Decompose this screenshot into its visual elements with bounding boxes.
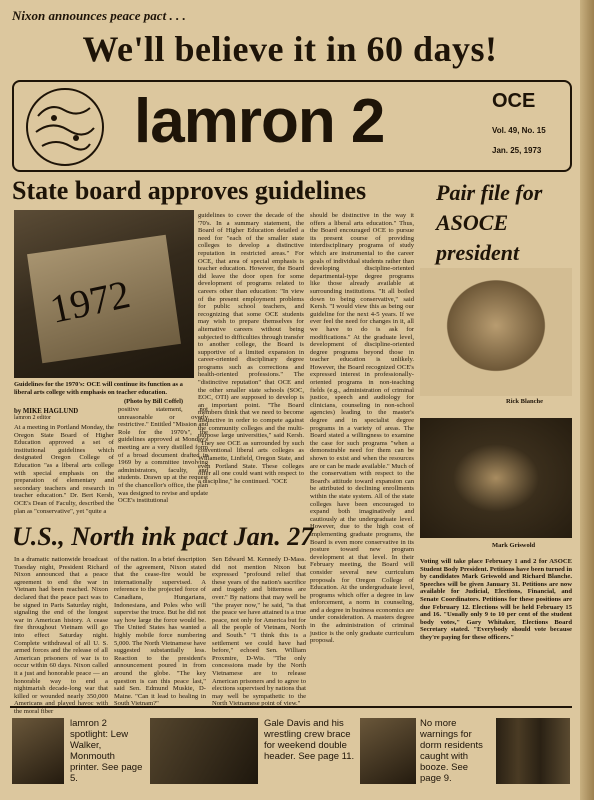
kicker: Nixon announces peace pact . . . (12, 8, 186, 23)
story1-column-1: At a meeting in Portland Monday, the Oregon State Board of Higher Education approved a set of institutional guidelines which designated Oregon College of Education "as a liberal arts college with special emphasis on the preparation of elementary and secondary teachers and research in teacher education." Dr. Bert Kersh, OCE's Dean of Faculty, described the plan as "conservative", yet "quite a (14, 424, 114, 515)
story1-column-2: positive statement, not unreasonable or overly restrictive." Entitled "Mission and Role for the 1970's", the guidelines approved at Monday's meeting are a very distilled form of a broad document drafted in 1969 by a committee involving administrators, faculty, and students. Drawn up at the request of the chancellor's office, the plan was designed to revise and update OCE's institutional (118, 406, 208, 505)
photo-sign-text: 1972 (46, 271, 134, 332)
story2-headline: U.S., North ink pact Jan. 27 (12, 522, 314, 551)
pair-body: Voting will take place February 1 and 2 for ASOCE Student Body President. Petitions have been turned in by candidates Mark Griswold and Richard Blanche. Speeches will be given January 31. Petitions are now available for Judicial, Elections, Financial, and Senate Coordinators. Petitions for these positions are due February 12. Elections will be held February 15 and 16. "Usually only 9 to 10 per cent of the student body votes," Gary Whitaker, Elections Board Secretary stated. "Everybody should vote because they're paying for these officers." (420, 558, 572, 641)
story2-column-2: of the nation. In a brief description of the agreement, Nixon stated that the cease-fire would be internationally supervised. A reference to the projected force of Canadians, Hungarians, Indonesians, and Poles who will supervise the truce. But he did not say how large the force would be. The United States has wanted a highly mobile force numbering 5,000. The North Vietnamese have suggested substantially less. Reaction to the president's announcement poured in from around the globe. "The key question is can this peace last," said Sen. Edmund Muskie, D-Maine. "Can it lead to healing in South Vietnam?" (114, 556, 206, 708)
rick-blanche-photo (420, 268, 572, 396)
story2-column-3: Sen Edward M. Kennedy D-Mass. did not mention Nixon but expressed "profound relief that these years of the nation's sacrifice and tragedy and bitterness are over." By nations that may well be "the prayer now," he said, "is that the peace we have attained is a true peace, not only for America but for all the people of Vietnam, North and South." "I think this is a settlement we could have had before," echoed Sen. William Proxmire, D-Wis. "The only concessions made by the North Vietnamese are to release American prisoners and to agree to elections supervised by nations that may well be sympathetic to the North Vietnamese point of view." (212, 556, 306, 708)
story1-photo (14, 210, 194, 378)
masthead (12, 80, 572, 172)
teaser-photo (496, 718, 570, 784)
teaser-item[interactable] (264, 714, 414, 790)
story1-photo-credit: (Photo by Bill Coffel) (124, 398, 184, 405)
story1-byline-role: lamron 2 editor (14, 415, 51, 421)
teaser-item[interactable] (10, 714, 194, 790)
story1-column-4: should be distinctive in the way it offers a liberal arts education." Thus, the Board encouraged OCE to pursue its present course of providing interdisciplinary programs of study which are instrumental to the career goals of individual students rather than developing discipline-oriented departmental-type degree programs like those already available at surrounding institutions. "It all boiled down to being conservative," said Kersh. "I would view this as being our guideline for the next 4-5 years. If we ever feel the need for changes in it, all we have to do is ask for modifications." At the graduate level, development of discipline-oriented degree programs beyond those in teacher education is unlikely. However, the Board recognized OCE's expressed interest in professionally-oriented programs in non-teaching fields (e.g., administration of criminal justice, speech and audiology for clinicians, counseling in non-school agencies) leading to the master's degree and in specialist degree programs in a variety of areas. The Board stated a willingness to examine the case for such programs "when a demonstrable need for them can be shown to exist and when the resources are or can be made available." Much of the conservatism with respect to the Board's attitude toward expansion can be attributed to declining enrollments within the state system. All of the state colleges have been encouraged to expand both imaginatively and cautiously at the undergraduate level. However, due to the high cost of implementing graduate programs, the Board is even more conservative in its posture toward new program development at that level. In their February meeting, the Board will consider several new curriculum proposals for Oregon College of Education. At the undergraduate level, programs which offer a degree in law enforcement, a norm in counseling, and a degree in business economics are under consideration. A masters degree in the administration of criminal justice is the only graduate curriculum proposal. (310, 212, 414, 645)
story2-column-1: In a dramatic nationwide broadcast Tuesday night, President Richard Nixon announced that a peace agreement to end the war in Vietnam had been reached. Nixon declared that the peace pact was to be signed in Paris Saturday night, signaling the end of the longest war in American history. A cease fire throughout Vietnam will go into effect Saturday night. Complete withdrawal of all U. S. armed forces and the release of all American prisoners of war is to occur within 60 days. Nixon called it a just and honorable peace — an honorable way to end a nightmarish decade-long war that killed or wounded nearly 350,000 Americans and played havoc with the moral fiber (14, 556, 108, 715)
story1-photo-caption: Guidelines for the 1970's: OCE will continue its function as a liberal arts college with emphasis on teacher education. (14, 381, 183, 396)
rick-blanche-caption: Rick Blanche (506, 398, 544, 405)
teaser-text: lamron 2 spotlight: Lew Walker, Monmouth printer. See page 5. (70, 718, 143, 784)
logo-icon (24, 86, 106, 168)
story1-byline: by MIKE HAGLUND (14, 408, 79, 415)
masthead-title: lamron 2 (134, 87, 385, 156)
page-spine (580, 0, 594, 800)
teaser-item[interactable] (420, 714, 572, 790)
story1-column-3: guidelines to cover the decade of the '70's. In a summary statement, the Board of Higher Education detailed a need for "each of the smaller state colleges to develop a distinctive reputation in restricted areas." For OCE, that area of special emphasis is teacher education. However, the Board did leave the door open for some development of programs related to careers other than education: "In view of the present employment problems for public school teachers, and recognizing that some OCE students may wish to prepare themselves for alternative careers without being subjected to difficulties through transfer to another college, the Board is supportive of a limited expansion in career-oriented disciplinary degree programs such as corrections and health-oriented professions." The "distinctive reputation" that OCE and the other smaller state schools (SOC, EOC, OTI) are supposed to develop is an important point. "The Board members think that we need to become distinctive in order to compete against the community colleges and the multi-purpose large universities," said Kersh. "They see OCE as surrounded by such conventional liberal arts colleges as Willamette, Linfield, Oregon State, and even Portland State. These colleges offer all one could want with respect to a discipline," he continued. "OCE (198, 212, 304, 485)
teaser-strip (10, 706, 572, 796)
teaser-photo (360, 718, 416, 784)
teaser-photo (12, 718, 64, 784)
mark-griswold-caption: Mark Griswold (492, 542, 536, 549)
pair-headline: Pair file for ASOCE president (436, 180, 543, 265)
mark-griswold-photo (420, 418, 572, 538)
teaser-text: Gale Davis and his wrestling crew brace for weekend double header. See page 11. (264, 718, 355, 762)
teaser-photo (150, 718, 258, 784)
story1-headline: State board approves guidelines (12, 176, 367, 205)
masthead-date: Jan. 25, 1973 (492, 146, 542, 155)
teaser-text: No more warnings for dorm residents caught with booze. See page 9. (420, 718, 483, 784)
masthead-school: OCE (492, 90, 536, 112)
banner-headline: We'll believe it in 60 days! (82, 29, 498, 69)
masthead-volume: Vol. 49, No. 15 (492, 126, 546, 135)
